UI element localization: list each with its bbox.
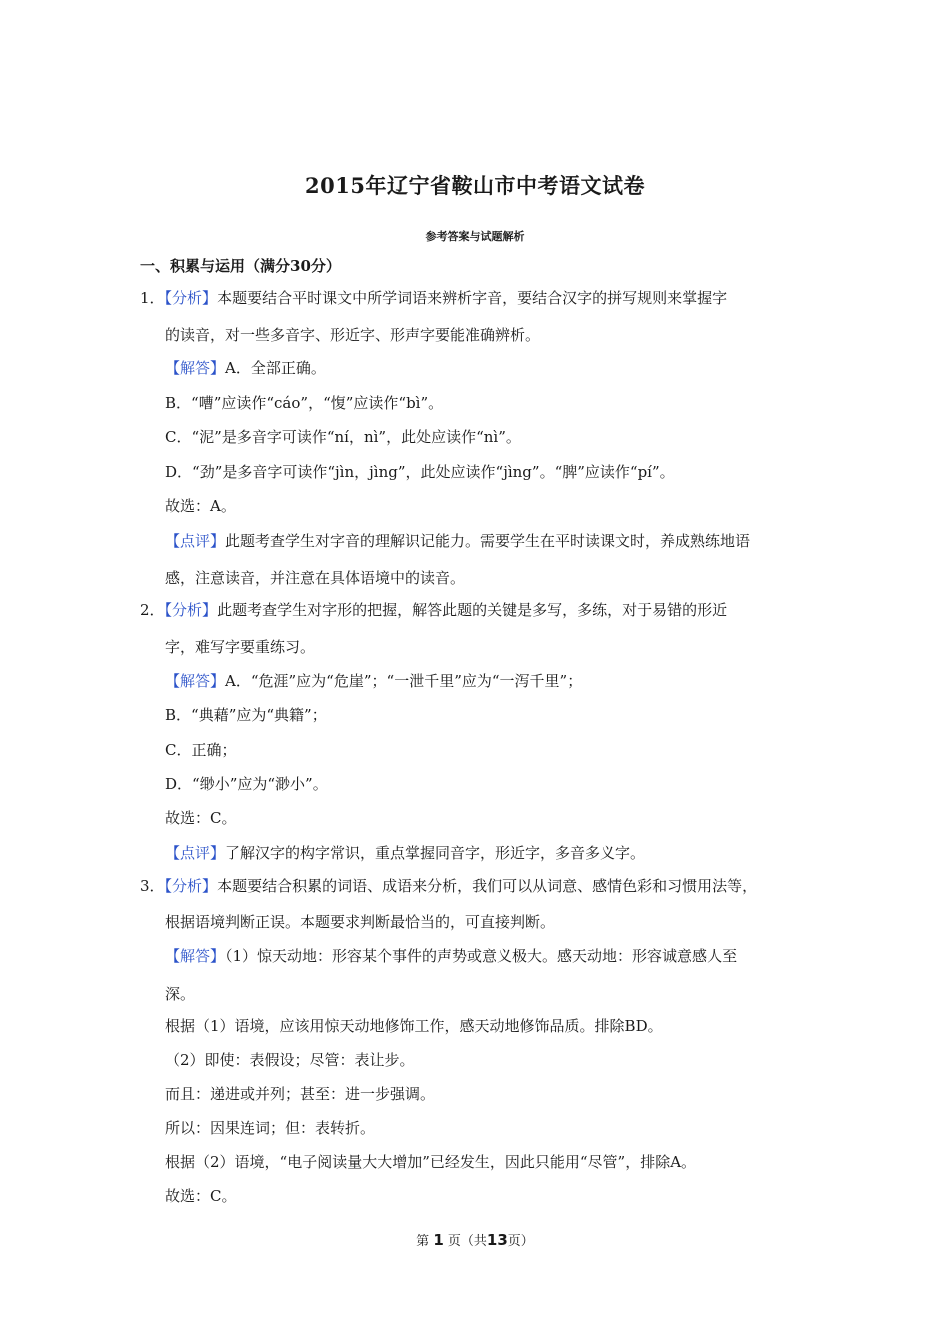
analysis-text: 此题考查学生对字形的把握，解答此题的关键是多写，多练，对于易错的形近 <box>217 601 728 619</box>
page-number: 1 <box>433 1231 444 1249</box>
q3-answer-line-5: 而且：递进或并列；甚至：进一步强调。 <box>165 1085 436 1103</box>
q3-analysis-line-1 <box>140 876 757 896</box>
q2-answer-line-c: C．正确； <box>165 741 237 759</box>
section-heading: 一、积累与运用（满分30分） <box>140 257 341 275</box>
comment-text: 了解汉字的构字常识，重点掌握同音字，形近字，多音多义字。 <box>225 844 646 862</box>
analysis-tag: 【分析】 <box>164 877 218 895</box>
answer-tag: 【解答】 <box>165 947 226 965</box>
analysis-text: 本题要结合平时课文中所学词语来辨析字音，要结合汉字的拼写规则来掌握字 <box>217 289 728 307</box>
answer-tag: 【解答】 <box>165 359 226 377</box>
q3-choice: 故选：C。 <box>165 1187 237 1205</box>
q2-answer-line-d: D．“缈小”应为“渺小”。 <box>165 775 328 793</box>
question-number: 2． <box>140 601 165 619</box>
document-subtitle: 参考答案与试题解析 <box>425 230 525 243</box>
comment-text: 此题考查学生对字音的理解识记能力。需要学生在平时读课文时，养成熟练地语 <box>225 532 751 550</box>
q1-comment-line-2: 感，注意读音，并注意在具体语境中的读音。 <box>165 569 466 587</box>
q2-comment-line-1 <box>165 843 645 863</box>
page-footer <box>0 1230 950 1249</box>
analysis-tag: 【分析】 <box>164 601 218 619</box>
q3-answer-line-6: 所以：因果连词；但：表转折。 <box>165 1119 376 1137</box>
q1-answer-line-d: D．“劲”是多音字可读作“jìn，jìng”，此处应读作“jìng”。“脾”应读作“pí”。 <box>165 463 675 481</box>
q3-answer-line-7: 根据（2）语境，“电子阅读量大大增加”已经发生，因此只能用“尽管”，排除A。 <box>165 1153 697 1171</box>
document-title: 2015年辽宁省鞍山市中考语文试卷 <box>305 173 645 198</box>
total-pages: 13 <box>486 1231 508 1249</box>
comment-tag: 【点评】 <box>165 844 226 862</box>
q1-choice: 故选：A。 <box>165 497 236 515</box>
q2-analysis-line-2: 字，难写字要重练习。 <box>165 638 316 656</box>
footer-mid: 页（共 <box>447 1234 487 1249</box>
q1-analysis-line-2: 的读音，对一些多音字、形近字、形声字要能准确辨析。 <box>165 326 541 344</box>
q2-analysis-line-1 <box>140 600 727 620</box>
q1-answer-line-c: C．“泥”是多音字可读作“ní，nì”，此处应读作“nì”。 <box>165 428 521 446</box>
answer-tag: 【解答】 <box>165 672 226 690</box>
footer-post: 页） <box>507 1234 534 1249</box>
answer-text: （1）惊天动地：形容某个事件的声势或意义极大。感天动地：形容诚意感人至 <box>225 947 738 965</box>
answer-text: A．“危涯”应为“危崖”；“一泄千里”应为“一泻千里”； <box>225 672 583 690</box>
question-number: 1． <box>140 289 165 307</box>
q1-comment-line-1 <box>165 531 750 551</box>
q3-analysis-line-2: 根据语境判断正误。本题要求判断最恰当的，可直接判断。 <box>165 913 556 931</box>
q1-answer-line-b: B．“嘈”应读作“cáo”，“愎”应读作“bì”。 <box>165 394 444 412</box>
q2-answer-line-b: B．“典藉”应为“典籍”； <box>165 706 327 724</box>
q3-answer-line-3: 根据（1）语境，应该用惊天动地修饰工作，感天动地修饰品质。排除BD。 <box>165 1017 663 1035</box>
q2-answer-line-a <box>165 671 582 691</box>
comment-tag: 【点评】 <box>165 532 226 550</box>
footer-pre: 第 <box>416 1234 430 1249</box>
q3-answer-line-4: （2）即使：表假设；尽管：表让步。 <box>165 1051 415 1069</box>
answer-text: A．全部正确。 <box>225 359 326 377</box>
q2-choice: 故选：C。 <box>165 809 237 827</box>
q3-answer-line-1 <box>165 946 737 966</box>
q3-answer-line-2: 深。 <box>165 985 196 1003</box>
analysis-text: 本题要结合积累的词语、成语来分析，我们可以从词意、感情色彩和习惯用法等， <box>217 877 758 895</box>
q1-answer-line-a <box>165 358 326 378</box>
question-number: 3． <box>140 877 165 895</box>
q1-analysis-line-1 <box>140 288 727 308</box>
analysis-tag: 【分析】 <box>164 289 218 307</box>
